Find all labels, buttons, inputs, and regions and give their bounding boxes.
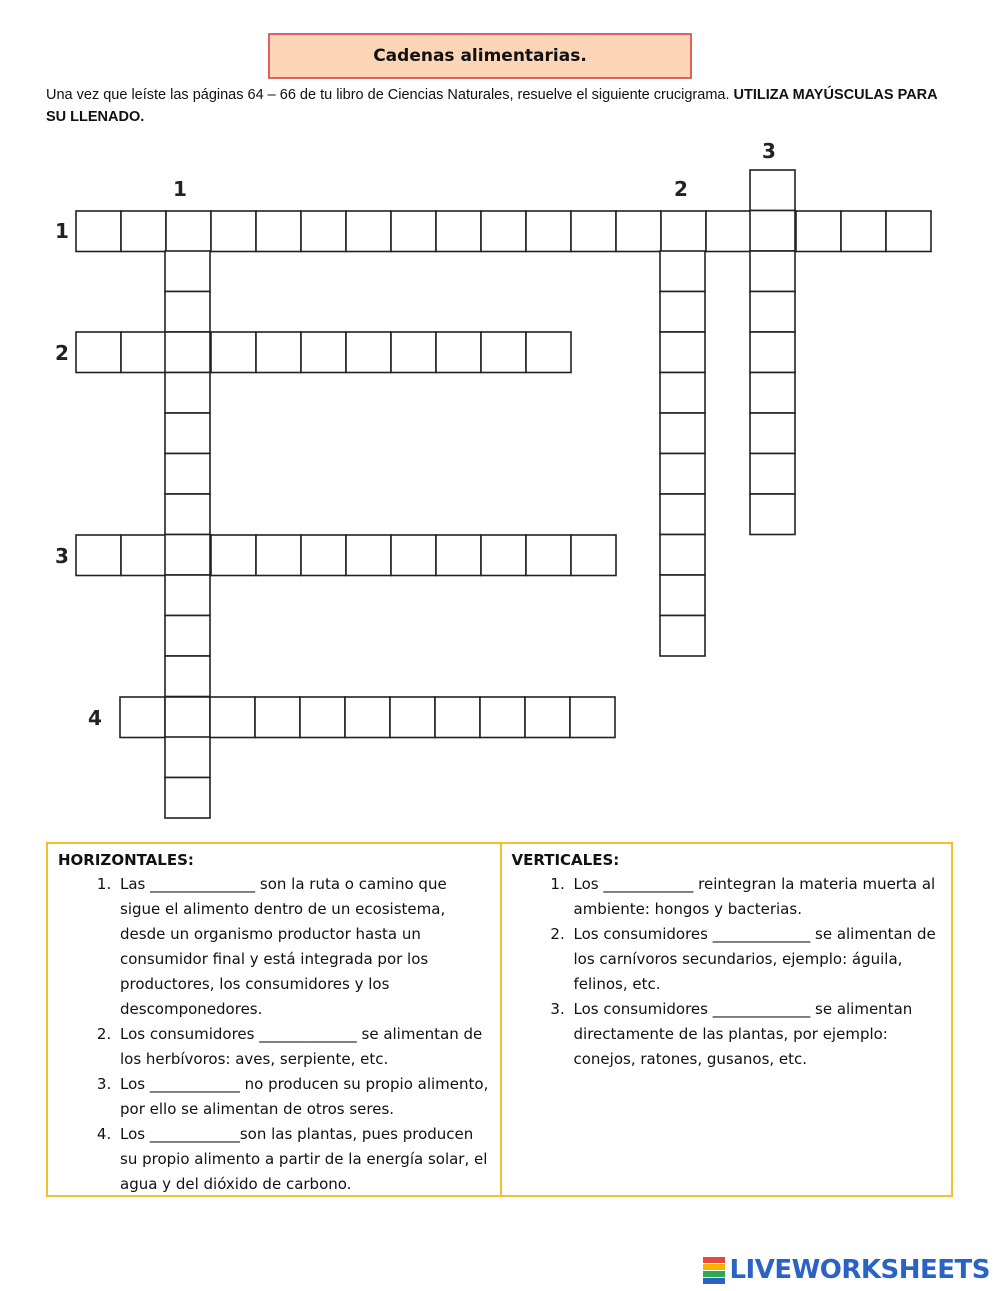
across-2-cell[interactable] xyxy=(256,332,301,373)
down-3-cell[interactable] xyxy=(750,413,795,454)
down-1-cell[interactable] xyxy=(165,332,210,373)
across-3-cell[interactable] xyxy=(121,535,166,576)
across-3-cell[interactable] xyxy=(391,535,436,576)
down-1-cell[interactable] xyxy=(165,778,210,819)
across-2-cell[interactable] xyxy=(301,332,346,373)
across-3-cell[interactable] xyxy=(526,535,571,576)
across-2-cell[interactable] xyxy=(211,332,256,373)
brand-footer xyxy=(703,1255,990,1285)
horizontal-clue-2: 2. Los consumidores _____________ se alimentan de los herbívoros: aves, serpiente, etc. xyxy=(116,1022,492,1072)
down-2-cell[interactable] xyxy=(660,373,705,414)
across-1-cell[interactable] xyxy=(481,211,526,252)
down-2-cell[interactable] xyxy=(660,413,705,454)
across-1-cell[interactable] xyxy=(391,211,436,252)
down-2-cell[interactable] xyxy=(660,332,705,373)
across-1-cell[interactable] xyxy=(796,211,841,252)
across-3-cell[interactable] xyxy=(481,535,526,576)
down-3-cell[interactable] xyxy=(750,454,795,495)
across-1-cell[interactable] xyxy=(76,211,121,252)
down-number-3: 3 xyxy=(762,139,776,163)
vertical-clue-1: 1. Los ____________ reintegran la materia muerta al ambiente: hongos y bacterias. xyxy=(570,872,944,922)
vertical-heading: VERTICALES: xyxy=(511,851,620,869)
down-2-cell[interactable] xyxy=(660,292,705,333)
brand-name: LIVEWORKSHEETS xyxy=(729,1255,990,1285)
down-number-1: 1 xyxy=(173,177,187,201)
across-4-cell[interactable] xyxy=(435,697,480,738)
down-1-cell[interactable] xyxy=(165,616,210,657)
horizontal-heading: HORIZONTALES: xyxy=(58,851,194,869)
down-2-cell[interactable] xyxy=(660,535,705,576)
down-3-cell[interactable] xyxy=(750,292,795,333)
across-2-cell[interactable] xyxy=(346,332,391,373)
across-number-3: 3 xyxy=(55,544,69,568)
down-1-cell[interactable] xyxy=(165,413,210,454)
down-2-cell[interactable] xyxy=(660,575,705,616)
down-1-cell[interactable] xyxy=(165,535,210,576)
across-1-cell[interactable] xyxy=(301,211,346,252)
down-1-cell[interactable] xyxy=(165,656,210,697)
across-2-cell[interactable] xyxy=(481,332,526,373)
horizontal-clues xyxy=(48,844,500,1195)
clues-box xyxy=(46,842,953,1197)
page-title: Cadenas alimentarias. xyxy=(268,33,692,79)
across-4-cell[interactable] xyxy=(345,697,390,738)
across-number-4: 4 xyxy=(88,706,102,730)
across-2-cell[interactable] xyxy=(436,332,481,373)
across-4-cell[interactable] xyxy=(165,697,210,738)
across-1-cell[interactable] xyxy=(121,211,166,252)
instructions-text: Una vez que leíste las páginas 64 – 66 de tu libro de Ciencias Naturales, resuelve el siguiente crucigrama. xyxy=(46,87,734,103)
across-1-cell[interactable] xyxy=(211,211,256,252)
crossword-grid xyxy=(0,130,1000,830)
horizontal-clue-3: 3. Los ____________ no producen su propio alimento, por ello se alimentan de otros seres. xyxy=(116,1072,492,1122)
down-2-cell[interactable] xyxy=(660,251,705,292)
across-4-cell[interactable] xyxy=(570,697,615,738)
vertical-clues xyxy=(500,844,952,1195)
across-3-cell[interactable] xyxy=(346,535,391,576)
across-1-cell[interactable] xyxy=(571,211,616,252)
vertical-clue-3: 3. Los consumidores _____________ se alimentan directamente de las plantas, por ejemplo: conejos, ratones, gusanos, etc. xyxy=(570,997,944,1072)
down-2-cell[interactable] xyxy=(660,454,705,495)
down-1-cell[interactable] xyxy=(165,494,210,535)
across-1-cell[interactable] xyxy=(526,211,571,252)
down-3-cell[interactable] xyxy=(750,251,795,292)
across-4-cell[interactable] xyxy=(255,697,300,738)
across-3-cell[interactable] xyxy=(76,535,121,576)
down-1-cell[interactable] xyxy=(165,292,210,333)
down-1-cell[interactable] xyxy=(165,454,210,495)
across-2-cell[interactable] xyxy=(121,332,166,373)
down-number-2: 2 xyxy=(674,177,688,201)
across-number-2: 2 xyxy=(55,341,69,365)
down-1-cell[interactable] xyxy=(165,251,210,292)
down-3-cell[interactable] xyxy=(750,211,795,252)
down-1-cell[interactable] xyxy=(165,373,210,414)
across-1-cell[interactable] xyxy=(841,211,886,252)
vertical-clue-2: 2. Los consumidores _____________ se alimentan de los carnívoros secundarios, ejemplo: águila, felinos, etc. xyxy=(570,922,944,997)
across-number-1: 1 xyxy=(55,219,69,243)
across-4-cell[interactable] xyxy=(525,697,570,738)
across-3-cell[interactable] xyxy=(211,535,256,576)
across-4-cell[interactable] xyxy=(480,697,525,738)
across-4-cell[interactable] xyxy=(210,697,255,738)
across-3-cell[interactable] xyxy=(256,535,301,576)
across-4-cell[interactable] xyxy=(390,697,435,738)
down-3-cell[interactable] xyxy=(750,332,795,373)
across-1-cell[interactable] xyxy=(436,211,481,252)
across-1-cell[interactable] xyxy=(166,211,211,252)
down-3-cell[interactable] xyxy=(750,373,795,414)
down-1-cell[interactable] xyxy=(165,575,210,616)
across-1-cell[interactable] xyxy=(661,211,706,252)
down-3-cell[interactable] xyxy=(750,494,795,535)
across-2-cell[interactable] xyxy=(391,332,436,373)
down-2-cell[interactable] xyxy=(660,494,705,535)
across-3-cell[interactable] xyxy=(571,535,616,576)
across-4-cell[interactable] xyxy=(120,697,165,738)
down-3-cell[interactable] xyxy=(750,170,795,211)
liveworksheets-logo-icon xyxy=(703,1257,725,1283)
across-2-cell[interactable] xyxy=(526,332,571,373)
across-1-cell[interactable] xyxy=(886,211,931,252)
horizontal-clue-1: 1. Las ______________ son la ruta o camino que sigue el alimento dentro de un ecosistema, desde un organismo productor hasta un consumidor final y está integrada por los productores, los consumidores y los descomponedores. xyxy=(116,872,492,1022)
across-2-cell[interactable] xyxy=(76,332,121,373)
across-4-cell[interactable] xyxy=(300,697,345,738)
instructions xyxy=(46,84,946,128)
across-1-cell[interactable] xyxy=(346,211,391,252)
across-1-cell[interactable] xyxy=(256,211,301,252)
down-1-cell[interactable] xyxy=(165,737,210,778)
horizontal-clue-4: 4. Los ____________son las plantas, pues producen su propio alimento a partir de la energía solar, el agua y del dióxido de carbono. xyxy=(116,1122,492,1197)
across-1-cell[interactable] xyxy=(706,211,751,252)
instructions-emphasis: UTILIZA MAYÚSCULAS PARA SU LLENADO. xyxy=(46,87,938,125)
across-1-cell[interactable] xyxy=(616,211,661,252)
across-3-cell[interactable] xyxy=(436,535,481,576)
across-3-cell[interactable] xyxy=(301,535,346,576)
down-2-cell[interactable] xyxy=(660,616,705,657)
